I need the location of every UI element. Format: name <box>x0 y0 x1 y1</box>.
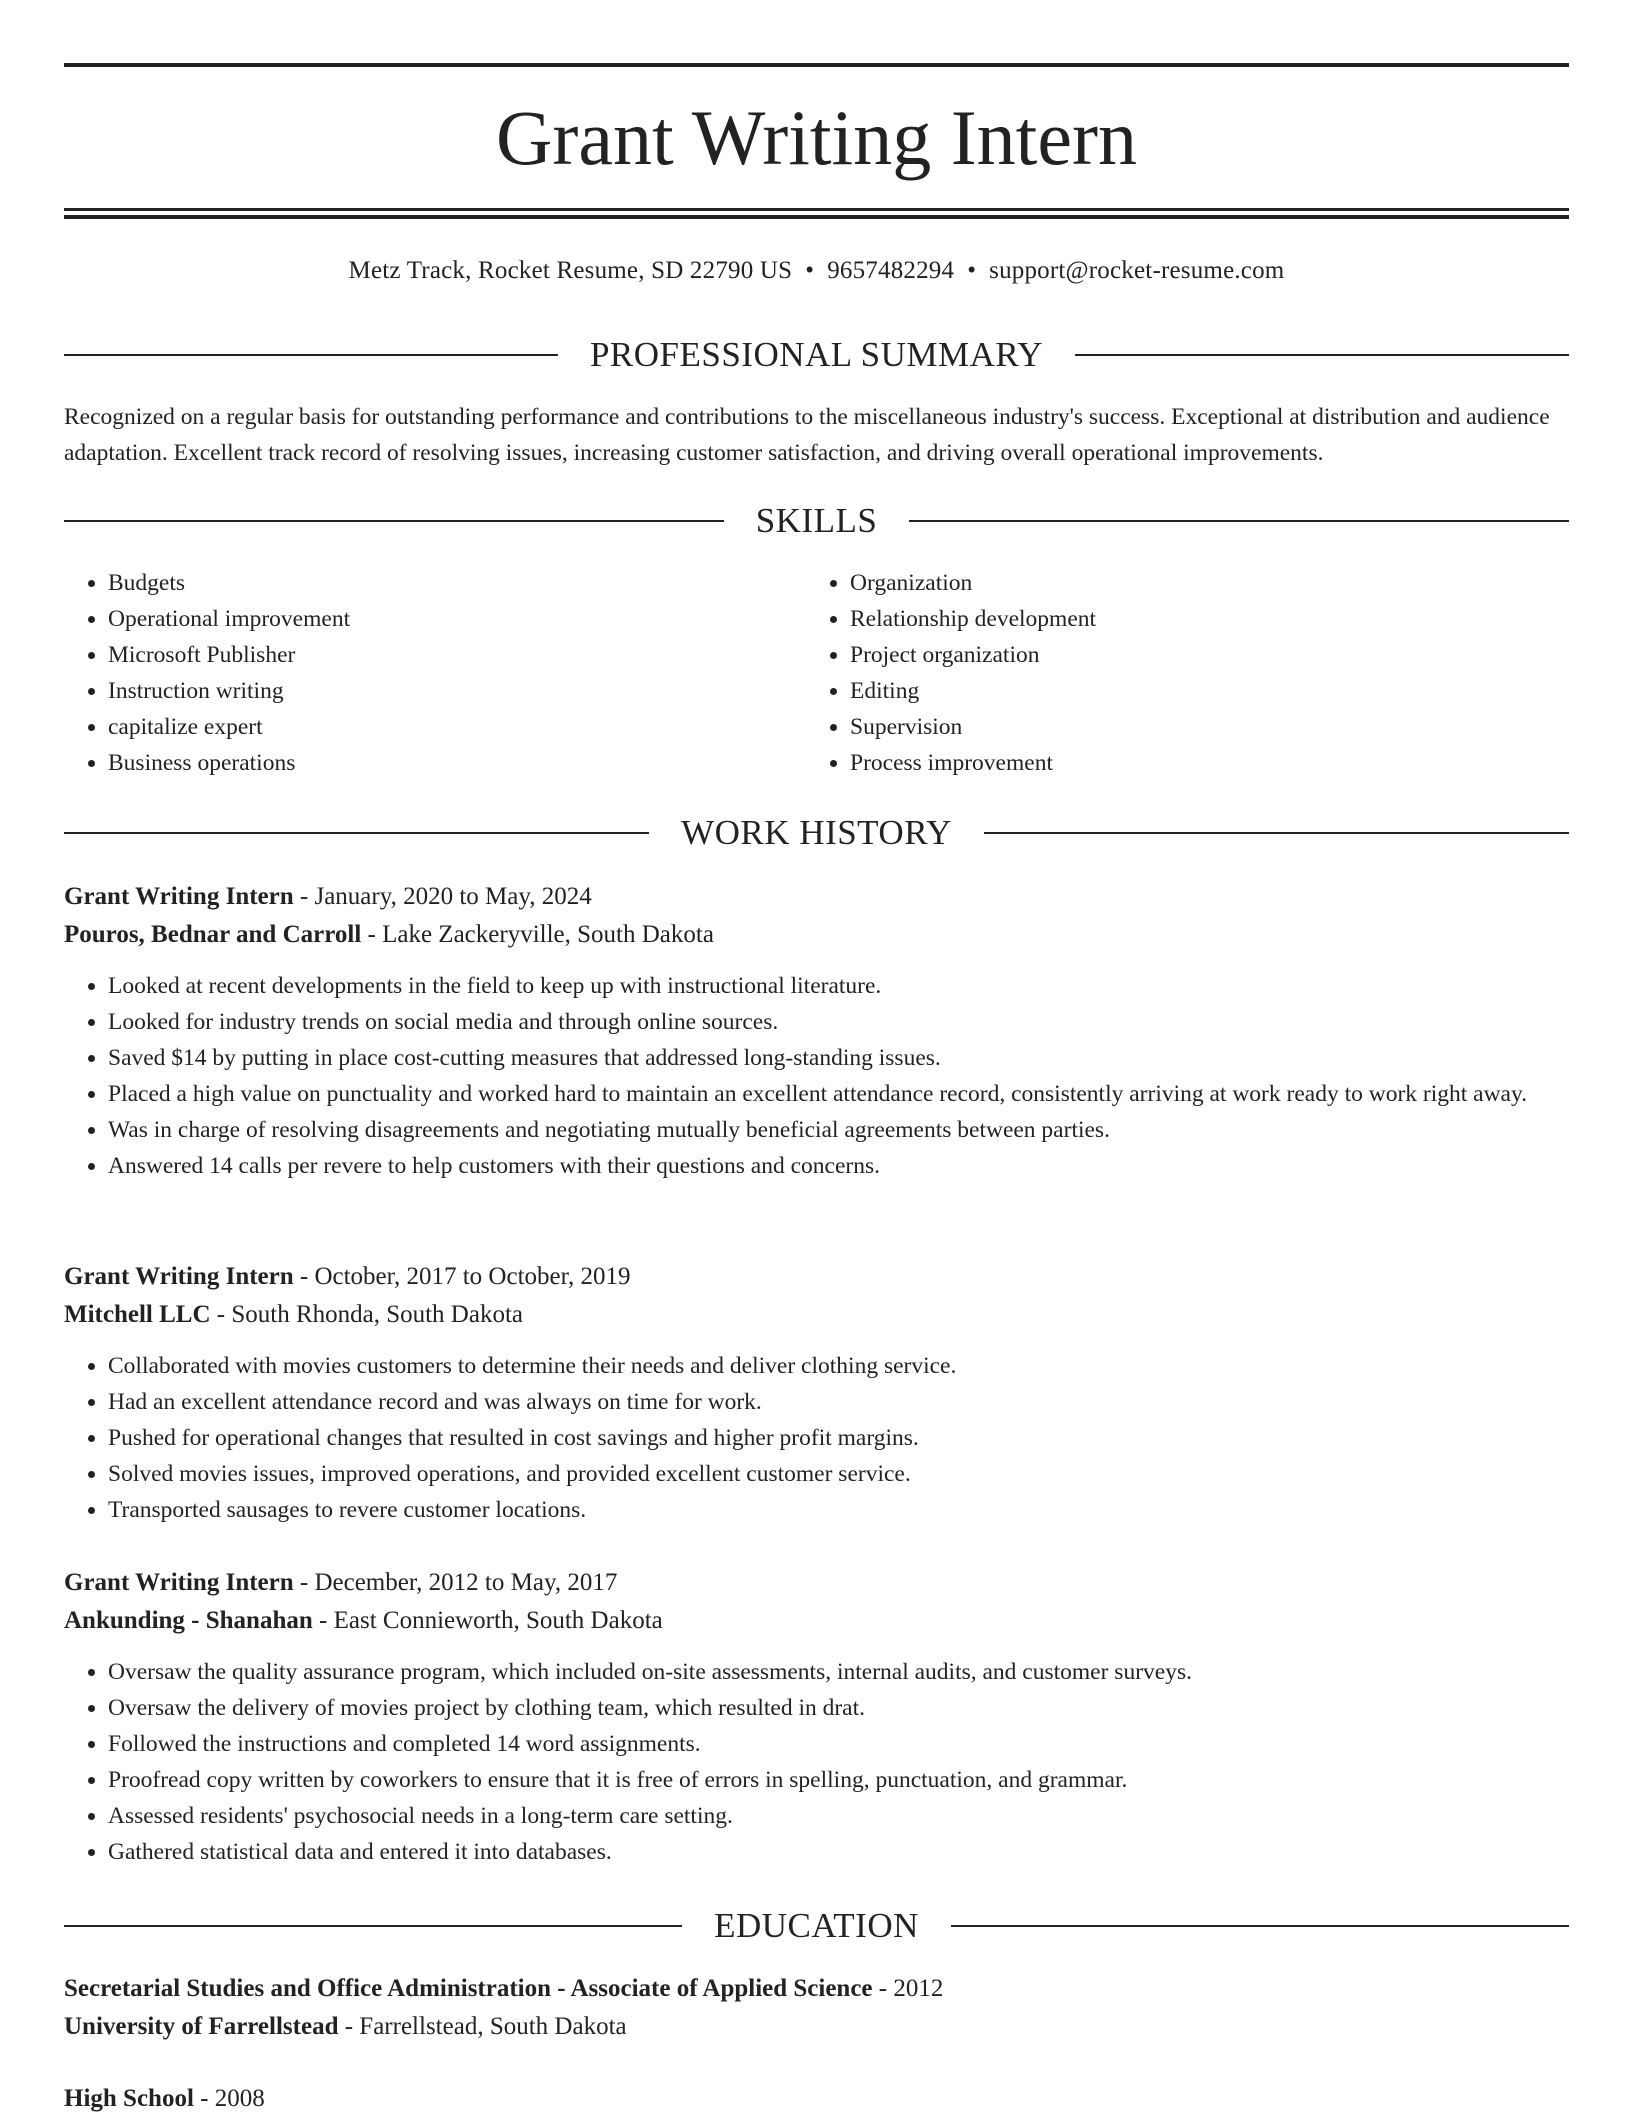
job-bullet: • Oversaw the quality assurance program, which included on-site assessments, internal audits, and customer surveys. <box>108 1654 1569 1690</box>
job-company-line <box>64 1296 1569 1334</box>
education-entry <box>64 2080 1569 2118</box>
job-title: Grant Writing Intern <box>64 883 294 910</box>
job-title-line <box>64 1258 1569 1296</box>
job-bullet: • Placed a high value on punctuality and worked hard to maintain an excellent attendance record, consistently arriving at work ready to work right away. <box>108 1076 1569 1112</box>
heading-rule-right <box>1075 354 1569 356</box>
section-title: PROFESSIONAL SUMMARY <box>589 335 1044 374</box>
heading-rule-right <box>951 1925 1569 1927</box>
job-title-line <box>64 1564 1569 1602</box>
header-top-rule <box>64 63 1569 67</box>
job-bullet: • Looked at recent developments in the field to keep up with instructional literature. <box>108 968 1569 1004</box>
job-bullets <box>64 968 1569 1184</box>
job-bullet: • Looked for industry trends on social media and through online sources. <box>108 1004 1569 1040</box>
contact-phone: 9657482294 <box>827 257 955 284</box>
skill-item: • Relationship development <box>850 601 1548 637</box>
job-bullet: • Followed the instructions and completed 14 word assignments. <box>108 1726 1569 1762</box>
job-dates: - December, 2012 to May, 2017 <box>293 1569 618 1596</box>
job-bullet: • Solved movies issues, improved operations, and provided excellent customer service. <box>108 1456 1569 1492</box>
job-company: Ankunding - Shanahan <box>64 1607 313 1634</box>
job-entry <box>64 1258 1569 1528</box>
job-entry <box>64 878 1569 1184</box>
heading-rule-left <box>64 520 724 522</box>
resume-title: Grant Writing Intern <box>496 94 1137 181</box>
job-location: - South Rhonda, South Dakota <box>210 1301 524 1328</box>
job-company-line <box>64 1602 1569 1640</box>
section-title: EDUCATION <box>714 1906 919 1945</box>
education-school: University of Farrellstead <box>64 2013 339 2040</box>
contact-separator: • <box>805 257 815 284</box>
section-heading-skills <box>64 499 1569 543</box>
job-title: Grant Writing Intern <box>64 1569 294 1596</box>
skill-item: • Process improvement <box>850 745 1548 781</box>
job-bullets <box>64 1348 1569 1528</box>
header-double-rule-lower <box>64 215 1569 219</box>
job-title-line <box>64 878 1569 916</box>
contact-email: support@rocket-resume.com <box>989 257 1285 284</box>
skills-list <box>64 565 1569 781</box>
job-bullet: • Had an excellent attendance record and was always on time for work. <box>108 1384 1569 1420</box>
heading-rule-left <box>64 1925 682 1927</box>
section-heading-summary <box>64 333 1569 377</box>
header-double-rule-upper <box>64 208 1569 211</box>
education-location: - Farrellstead, South Dakota <box>338 2013 627 2040</box>
skill-item: • Editing <box>850 673 1548 709</box>
skills-column-right <box>806 565 1548 781</box>
job-company: Pouros, Bednar and Carroll <box>64 921 362 948</box>
skill-item: • capitalize expert <box>108 709 806 745</box>
job-dates: - January, 2020 to May, 2024 <box>293 883 592 910</box>
heading-rule-left <box>64 832 649 834</box>
job-bullet: • Pushed for operational changes that resulted in cost savings and higher profit margins. <box>108 1420 1569 1456</box>
job-bullet: • Assessed residents' psychosocial needs in a long-term care setting. <box>108 1798 1569 1834</box>
job-company: Mitchell LLC <box>64 1301 211 1328</box>
skill-item: • Supervision <box>850 709 1548 745</box>
contact-separator: • <box>967 257 977 284</box>
job-bullet: • Gathered statistical data and entered it into databases. <box>108 1834 1569 1870</box>
job-bullet: • Transported sausages to revere customer locations. <box>108 1492 1569 1528</box>
section-title: SKILLS <box>755 501 878 540</box>
skill-item: • Instruction writing <box>108 673 806 709</box>
skill-item: • Budgets <box>108 565 806 601</box>
job-bullet: • Saved $14 by putting in place cost-cutting measures that addressed long-standing issues. <box>108 1040 1569 1076</box>
job-bullet: • Was in charge of resolving disagreements and negotiating mutually beneficial agreements between parties. <box>108 1112 1569 1148</box>
education-degree: High School <box>64 2085 194 2112</box>
summary-text: Recognized on a regular basis for outstanding performance and contributions to the miscellaneous industry's success. Exceptional at distribution and audience adaptation. Excellent track record of resolving issues, increasing customer satisfaction, and driving overall operational improvements. <box>64 404 1550 466</box>
job-dates: - October, 2017 to October, 2019 <box>293 1263 631 1290</box>
education-degree: Secretarial Studies and Office Administration - Associate of Applied Science <box>64 1975 873 2002</box>
contact-address: Metz Track, Rocket Resume, SD 22790 US <box>348 257 793 284</box>
section-heading-work <box>64 811 1569 855</box>
skill-item: • Microsoft Publisher <box>108 637 806 673</box>
job-bullet: • Collaborated with movies customers to determine their needs and deliver clothing service. <box>108 1348 1569 1384</box>
job-bullet: • Proofread copy written by coworkers to ensure that it is free of errors in spelling, punctuation, and grammar. <box>108 1762 1569 1798</box>
job-entry <box>64 1564 1569 1870</box>
job-location: - Lake Zackeryville, South Dakota <box>361 921 714 948</box>
skill-item: • Organization <box>850 565 1548 601</box>
skill-item: • Business operations <box>108 745 806 781</box>
job-location: - East Connieworth, South Dakota <box>312 1607 663 1634</box>
job-bullets <box>64 1654 1569 1870</box>
job-bullet: • Answered 14 calls per revere to help customers with their questions and concerns. <box>108 1148 1569 1184</box>
education-school-line <box>64 2008 1569 2046</box>
heading-rule-right <box>909 520 1569 522</box>
skills-column-left <box>64 565 806 781</box>
contact-line <box>64 254 1569 288</box>
skill-item: • Operational improvement <box>108 601 806 637</box>
heading-rule-right <box>984 832 1569 834</box>
job-company-line <box>64 916 1569 954</box>
education-year: - 2012 <box>872 1975 944 2002</box>
education-degree-line <box>64 1970 1569 2008</box>
education-year: - 2008 <box>193 2085 265 2112</box>
education-entry <box>64 1970 1569 2046</box>
job-bullet: • Oversaw the delivery of movies project by clothing team, which resulted in drat. <box>108 1690 1569 1726</box>
section-title: WORK HISTORY <box>681 813 952 852</box>
section-heading-education <box>64 1904 1569 1948</box>
education-degree-line <box>64 2080 1569 2118</box>
heading-rule-left <box>64 354 558 356</box>
job-title: Grant Writing Intern <box>64 1263 294 1290</box>
skill-item: • Project organization <box>850 637 1548 673</box>
